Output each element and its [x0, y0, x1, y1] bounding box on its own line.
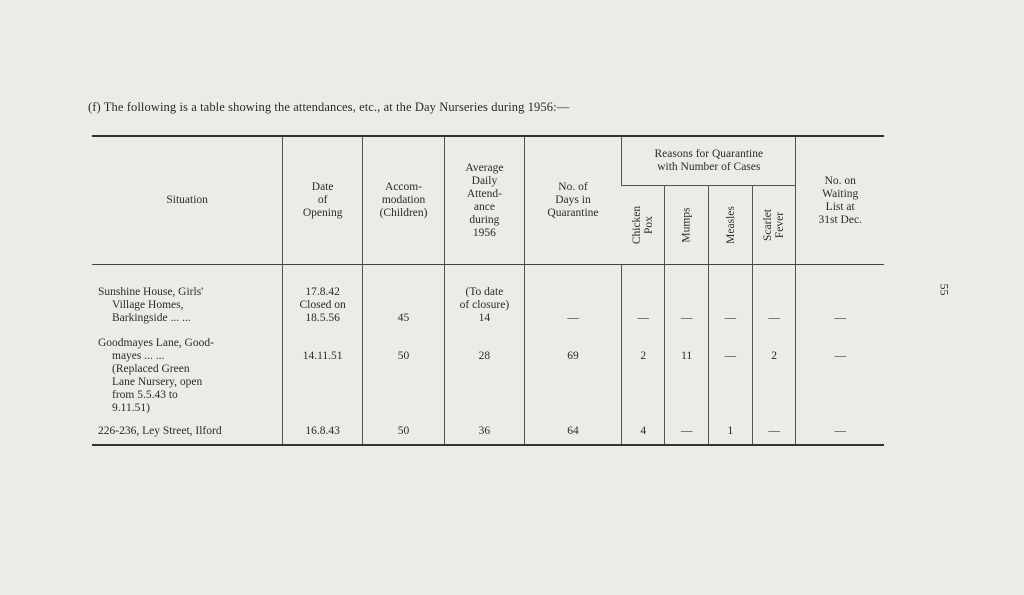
- cell-average-daily: 28: [445, 325, 525, 415]
- cell-scarlet-fever: —: [752, 415, 796, 445]
- cell-measles: —: [709, 325, 753, 415]
- cell-accommodation: 50: [363, 325, 445, 415]
- cell-situation: Goodmayes Lane, Good- mayes ... ... (Replaced Green Lane Nursery, open from 5.5.43 to 9.11.51): [98, 337, 214, 414]
- cell-date-opening: 14.11.51: [283, 325, 363, 415]
- cell-scarlet-fever: —: [752, 265, 796, 326]
- cell-date-opening: 17.8.42 Closed on 18.5.56: [283, 265, 363, 326]
- header-measles: Measles: [709, 186, 753, 265]
- cell-days-quarantine: —: [524, 265, 621, 326]
- cell-measles: 1: [709, 415, 753, 445]
- cell-mumps: —: [665, 415, 709, 445]
- header-average-daily-attendance: Average Daily Attend- ance during 1956: [445, 136, 525, 265]
- cell-mumps: —: [665, 265, 709, 326]
- day-nurseries-table: [92, 135, 884, 446]
- table-row: [92, 265, 884, 326]
- header-accommodation: Accom- modation (Children): [363, 136, 445, 265]
- cell-situation: 226-236, Ley Street, Ilford: [98, 425, 222, 437]
- cell-accommodation: 50: [363, 415, 445, 445]
- cell-date-opening: 16.8.43: [283, 415, 363, 445]
- cell-situation: Sunshine House, Girls' Village Homes, Barkingside ... ...: [98, 286, 204, 324]
- cell-average-daily: (To date of closure) 14: [445, 265, 525, 326]
- header-chicken-pox: Chicken Pox: [622, 186, 665, 265]
- header-days-in-quarantine: No. of Days in Quarantine: [524, 136, 621, 265]
- cell-accommodation: 45: [363, 265, 445, 326]
- cell-days-quarantine: 64: [524, 415, 621, 445]
- page-number: 55: [937, 283, 952, 296]
- cell-days-quarantine: 69: [524, 325, 621, 415]
- cell-average-daily: 36: [445, 415, 525, 445]
- header-reasons-for-quarantine: Reasons for Quarantine with Number of Cases: [622, 136, 796, 186]
- cell-mumps: 11: [665, 325, 709, 415]
- cell-waiting-list: —: [796, 415, 884, 445]
- table-row: [92, 415, 884, 445]
- table-row: [92, 325, 884, 415]
- cell-chicken-pox: —: [622, 265, 665, 326]
- cell-scarlet-fever: 2: [752, 325, 796, 415]
- cell-waiting-list: —: [796, 265, 884, 326]
- cell-waiting-list: —: [796, 325, 884, 415]
- cell-chicken-pox: 4: [622, 415, 665, 445]
- cell-chicken-pox: 2: [622, 325, 665, 415]
- header-scarlet-fever: Scarlet Fever: [752, 186, 796, 265]
- header-date-opening: Date of Opening: [283, 136, 363, 265]
- header-waiting-list: No. on Waiting List at 31st Dec.: [796, 136, 884, 265]
- header-mumps: Mumps: [665, 186, 709, 265]
- cell-measles: —: [709, 265, 753, 326]
- header-situation: Situation: [92, 136, 283, 265]
- table-caption: (f) The following is a table showing the attendances, etc., at the Day Nurseries during 1956:—: [88, 100, 570, 114]
